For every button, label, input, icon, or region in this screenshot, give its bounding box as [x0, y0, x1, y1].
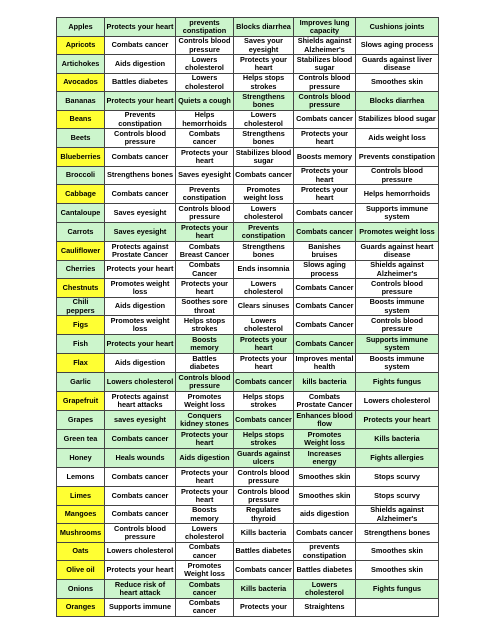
benefit-cell: Combats cancer [294, 223, 356, 242]
benefit-cell: Protects your heart [294, 129, 356, 148]
benefit-cell: Saves eyesight [105, 204, 176, 223]
food-name-cell: Green tea [57, 430, 105, 449]
benefit-cell: Shields against Alzheimer's [294, 37, 356, 55]
benefit-cell: Fights allergies [356, 449, 439, 468]
table-row [57, 354, 439, 373]
benefit-cell: Shields against Alzheimer's [356, 261, 439, 279]
table-body [57, 18, 439, 617]
benefit-cell: Controls blood pressure [356, 279, 439, 298]
benefit-cell: Combats Cancer [294, 316, 356, 335]
benefit-cell: Combats cancer [176, 129, 234, 148]
benefit-cell: Blocks diarrhea [234, 18, 294, 37]
food-name-cell: Figs [57, 316, 105, 335]
benefit-cell: Increases energy [294, 449, 356, 468]
benefit-cell: Helps stops strokes [176, 316, 234, 335]
benefit-cell: kills bacteria [294, 373, 356, 392]
benefit-cell: Combats Cancer [294, 298, 356, 316]
food-name-cell: Olive oil [57, 561, 105, 580]
benefit-cell: Combats cancer [234, 561, 294, 580]
benefit-cell: Combats Cancer [294, 279, 356, 298]
benefit-cell: Combats cancer [234, 411, 294, 430]
table-row [57, 506, 439, 524]
table-row [57, 430, 439, 449]
food-benefits-table [56, 17, 439, 617]
benefit-cell: Controls blood pressure [234, 487, 294, 506]
food-name-cell: Limes [57, 487, 105, 506]
benefit-cell: Stabilizes blood sugar [356, 111, 439, 129]
benefit-cell: Lowers cholesterol [176, 524, 234, 543]
food-name-cell: Oranges [57, 599, 105, 617]
benefit-cell: Controls blood pressure [356, 316, 439, 335]
food-name-cell: Apples [57, 18, 105, 37]
food-name-cell: Grapefruit [57, 392, 105, 411]
benefit-cell: Aids digestion [105, 354, 176, 373]
table-row [57, 599, 439, 617]
table-row [57, 580, 439, 599]
table-row [57, 74, 439, 92]
benefit-cell: Guards against heart disease [356, 242, 439, 261]
benefit-cell: Improves mental health [295, 353, 354, 371]
benefit-cell: Prevents constipation [356, 148, 439, 167]
benefit-cell: Protects your heart [176, 279, 234, 298]
food-name-cell: Oats [57, 543, 105, 561]
benefit-cell: Protects your heart [176, 430, 234, 449]
benefit-cell: Combats cancer [294, 111, 356, 129]
benefit-cell: Protects your heart [294, 167, 356, 185]
benefit-cell: Promotes Weight loss [176, 392, 234, 411]
benefit-cell: Protects your heart [105, 561, 176, 580]
benefit-cell: Slows aging process [294, 261, 356, 279]
food-name-cell: Mushrooms [57, 524, 105, 543]
benefit-cell [356, 599, 439, 617]
table-row [57, 487, 439, 506]
benefit-cell: Quiets a cough [176, 92, 234, 111]
benefit-cell: Promotes weight loss [105, 316, 176, 335]
benefit-cell: Protects your heart [234, 354, 294, 373]
benefit-cell: Stops scurvy [356, 487, 439, 506]
benefit-cell: Guards against liver disease [356, 55, 439, 74]
food-name-cell: Cabbage [57, 185, 105, 204]
benefit-cell: Helps stops strokes [234, 74, 294, 92]
benefit-cell: Reduce risk of heart attack [105, 580, 176, 599]
benefit-cell: Protects your heart [176, 487, 234, 506]
benefit-cell: Controls blood pressure [294, 74, 356, 92]
benefit-cell: Smoothes skin [294, 487, 356, 506]
benefit-cell: Supports immune system [356, 204, 439, 223]
table-row [57, 37, 439, 55]
benefit-cell: Combats cancer [176, 580, 234, 599]
benefit-cell: Promotes Weight loss [176, 561, 234, 580]
food-name-cell: Cauliflower [57, 242, 105, 261]
benefit-cell: Improves lung capacity [294, 18, 356, 37]
benefit-cell: Strengthens bones [234, 92, 294, 111]
benefit-cell: Strengthens bones [234, 129, 294, 148]
table-row [57, 316, 439, 335]
benefit-cell: Combats cancer [294, 524, 356, 543]
benefit-cell: Protects your heart [105, 18, 176, 37]
food-name-cell: Beets [57, 129, 105, 148]
benefit-cell: Controls blood pressure [176, 37, 234, 55]
benefit-cell: Promotes weight loss [105, 279, 176, 298]
benefit-cell: Controls blood pressure [234, 468, 294, 487]
benefit-cell: prevents constipation [294, 543, 356, 561]
benefit-cell: Controls blood pressure [105, 524, 176, 543]
benefit-cell: Lowers cholesterol [176, 74, 234, 92]
food-name-cell: Flax [57, 354, 105, 373]
benefit-cell: Banishes bruises [294, 242, 356, 261]
benefit-cell: Boosts immune system [356, 298, 439, 316]
food-name-cell: Blueberries [57, 148, 105, 167]
benefits-table-container [56, 17, 438, 617]
benefit-cell: Aids weight loss [356, 129, 439, 148]
benefit-cell: Lowers cholesterol [234, 279, 294, 298]
benefit-cell: Fights fungus [356, 373, 439, 392]
benefit-cell: Protects your heart [234, 55, 294, 74]
benefit-cell: Clears sinuses [234, 298, 294, 316]
table-row [57, 261, 439, 279]
benefit-cell: Combats cancer [105, 468, 176, 487]
benefit-cell: Protects your heart [176, 148, 234, 167]
benefit-cell: Strengthens bones [356, 524, 439, 543]
benefit-cell: Combats cancer [176, 543, 234, 561]
benefit-cell: prevents constipation [176, 18, 234, 37]
benefit-cell: Lowers cholesterol [234, 316, 294, 335]
benefit-cell: Conquers kidney stones [176, 411, 234, 430]
benefit-cell: Lowers cholesterol [176, 55, 234, 74]
benefit-cell: Saves your eyesight [234, 37, 294, 55]
benefit-cell: Boosts memory [176, 506, 234, 524]
food-name-cell: Chestnuts [57, 279, 105, 298]
food-name-cell: Mangoes [57, 506, 105, 524]
table-row [57, 242, 439, 261]
benefit-cell: Stops scurvy [356, 468, 439, 487]
food-name-cell: Chili peppers [57, 298, 105, 316]
benefit-cell: Controls blood pressure [176, 204, 234, 223]
benefit-cell: Combats Cancer [176, 261, 234, 279]
table-row [57, 335, 439, 354]
benefit-cell: Protects your heart [105, 92, 176, 111]
benefit-cell: Supports immune system [356, 335, 439, 354]
benefit-cell: Enhances blood flow [294, 411, 356, 430]
benefit-cell: Kills bacteria [234, 524, 294, 543]
benefit-cell: Promotes weight loss [356, 223, 439, 242]
table-row [57, 167, 439, 185]
benefit-cell: Blocks diarrhea [356, 92, 439, 111]
benefit-cell: Helps stops strokes [234, 430, 294, 449]
benefit-cell: Combats cancer [234, 373, 294, 392]
benefit-cell: Smoothes skin [356, 543, 439, 561]
benefit-cell: Smoothes skin [356, 561, 439, 580]
table-row [57, 543, 439, 561]
benefit-cell: Battles diabetes [176, 354, 234, 373]
benefit-cell: Smoothes skin [356, 74, 439, 92]
benefit-cell: Combats Prostate Cancer [294, 392, 356, 411]
benefit-cell: Cushions joints [356, 18, 439, 37]
benefit-cell: Smoothes skin [294, 468, 356, 487]
benefit-cell: Stabilizes blood sugar [234, 148, 294, 167]
benefit-cell: Protects your heart [105, 335, 176, 354]
benefit-cell: Boosts memory [176, 335, 234, 354]
benefit-cell: Combats cancer [105, 430, 176, 449]
food-name-cell: Garlic [57, 373, 105, 392]
benefit-cell: Strengthens bones [105, 167, 176, 185]
food-name-cell: Broccoli [57, 167, 105, 185]
benefit-cell: Boosts immune system [356, 354, 439, 373]
benefit-cell: Helps hemorrhoids [356, 185, 439, 204]
benefit-cell: Lowers cholesterol [234, 204, 294, 223]
food-name-cell: Cantaloupe [57, 204, 105, 223]
benefit-cell: Slows aging process [356, 37, 439, 55]
benefit-cell: Protects your heart [176, 223, 234, 242]
table-row [57, 279, 439, 298]
benefit-cell: Battles diabetes [294, 561, 356, 580]
table-row [57, 411, 439, 430]
benefit-cell: Boosts memory [294, 148, 356, 167]
benefit-cell: Kills bacteria [356, 430, 439, 449]
food-name-cell: Apricots [57, 37, 105, 55]
benefit-cell: Protects your [234, 599, 294, 617]
benefit-cell: saves eyesight [105, 411, 176, 430]
benefit-cell: Combats cancer [294, 204, 356, 223]
table-row [57, 92, 439, 111]
food-name-cell: Fish [57, 335, 105, 354]
benefit-cell: Controls blood pressure [356, 167, 439, 185]
benefit-cell: Guards against ulcers [234, 449, 294, 468]
table-row [57, 55, 439, 74]
benefit-cell: Protects against Prostate Cancer [105, 242, 176, 261]
benefit-cell: Soothes sore throat [176, 298, 234, 316]
benefit-cell: Protects your heart [176, 468, 234, 487]
table-row [57, 298, 439, 316]
benefit-cell: Ends insomnia [234, 261, 294, 279]
table-row [57, 373, 439, 392]
benefit-cell: Battles diabetes [234, 543, 294, 561]
food-name-cell: Carrots [57, 223, 105, 242]
food-name-cell: Avocados [57, 74, 105, 92]
benefit-cell: Combats cancer [176, 599, 234, 617]
table-row [57, 449, 439, 468]
food-name-cell: Onions [57, 580, 105, 599]
benefit-cell: Lowers cholesterol [105, 373, 176, 392]
benefit-cell: Saves eyesight [105, 223, 176, 242]
benefit-cell: Battles diabetes [105, 74, 176, 92]
table-row [57, 18, 439, 37]
benefit-cell: Protects your heart [105, 261, 176, 279]
benefit-cell: Controls blood pressure [105, 129, 176, 148]
benefit-cell: Aids digestion [105, 55, 176, 74]
benefit-cell: Controls blood pressure [294, 92, 356, 111]
table-row [57, 111, 439, 129]
benefit-cell: Promotes weight loss [234, 185, 294, 204]
table-row [57, 223, 439, 242]
food-name-cell: Cherries [57, 261, 105, 279]
benefit-cell: Combats cancer [234, 167, 294, 185]
benefit-cell: Helps stops strokes [234, 392, 294, 411]
benefit-cell: Shields against Alzheimer's [356, 506, 439, 524]
benefit-cell: Prevents constipation [105, 111, 176, 129]
benefit-cell: Helps hemorrhoids [176, 111, 234, 129]
benefit-cell: Promotes Weight loss [294, 430, 356, 449]
benefit-cell: Aids digestion [176, 449, 234, 468]
benefit-cell: aids digestion [294, 506, 356, 524]
benefit-cell: Combats cancer [105, 506, 176, 524]
benefit-cell: Combats Cancer [294, 335, 356, 354]
table-row [57, 148, 439, 167]
food-name-cell: Grapes [57, 411, 105, 430]
food-name-cell: Lemons [57, 468, 105, 487]
benefit-cell: Combats cancer [105, 37, 176, 55]
benefit-cell: Strengthens bones [234, 242, 294, 261]
benefit-cell: Lowers cholesterol [234, 111, 294, 129]
benefit-cell: Combats cancer [105, 487, 176, 506]
benefit-cell: Protects against heart attacks [105, 392, 176, 411]
benefit-cell: Combats cancer [105, 148, 176, 167]
benefit-cell: Lowers cholesterol [294, 580, 356, 599]
food-name-cell: Beans [57, 111, 105, 129]
table-row [57, 392, 439, 411]
benefit-cell: Protects your heart [356, 411, 439, 430]
benefit-cell: Kills bacteria [234, 580, 294, 599]
table-row [57, 185, 439, 204]
benefit-cell: Stabilizes blood sugar [294, 55, 356, 74]
benefit-cell: Straightens [294, 599, 356, 617]
table-row [57, 524, 439, 543]
food-name-cell: Honey [57, 449, 105, 468]
benefit-cell: Aids digestion [105, 298, 176, 316]
table-row [57, 561, 439, 580]
benefit-cell: Lowers cholesterol [356, 392, 439, 411]
benefit-cell: Supports immune [105, 599, 176, 617]
benefit-cell: Regulates thyroid [234, 506, 294, 524]
benefit-cell: Lowers cholesterol [105, 543, 176, 561]
benefit-cell: Fights fungus [356, 580, 439, 599]
benefit-cell: Controls blood pressure [176, 373, 234, 392]
benefit-cell: Combats cancer [105, 185, 176, 204]
benefit-cell: Heals wounds [105, 449, 176, 468]
benefit-cell: Prevents constipation [234, 223, 294, 242]
benefit-cell: Protects your heart [234, 335, 294, 354]
food-name-cell: Bananas [57, 92, 105, 111]
benefit-cell: Saves eyesight [176, 167, 234, 185]
benefit-cell: Combats Breast Cancer [176, 242, 234, 261]
table-row [57, 204, 439, 223]
table-row [57, 129, 439, 148]
benefit-cell: Protects your heart [294, 185, 356, 204]
benefit-cell: Prevents constipation [176, 185, 234, 204]
table-row [57, 468, 439, 487]
food-name-cell: Artichokes [57, 55, 105, 74]
